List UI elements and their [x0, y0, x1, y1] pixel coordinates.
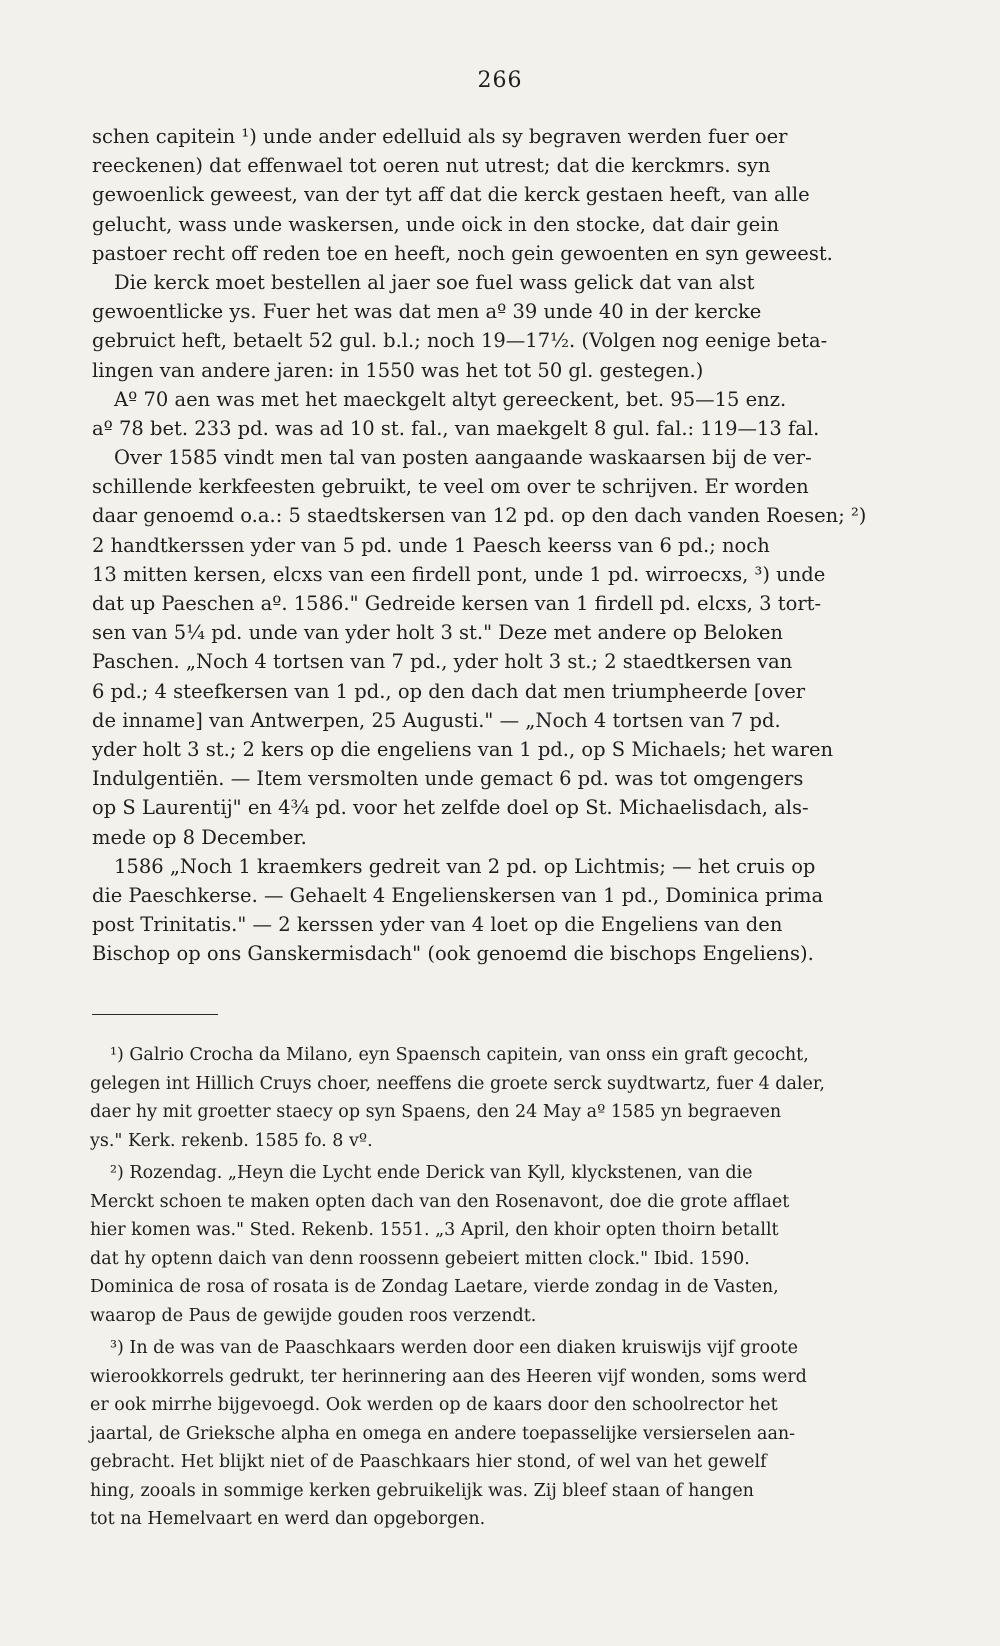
footnotes	[90, 1041, 885, 1534]
text-line: 6 pd.; 4 steefkersen van 1 pd., op den dach dat men triumpheerde [over	[92, 679, 806, 703]
footnote-line: ²) Rozendag. „Heyn die Lycht ende Derick van Kyll, klyckstenen, van die	[110, 1163, 753, 1183]
text-line: lingen van andere jaren: in 1550 was het tot 50 gl. gestegen.)	[92, 358, 704, 382]
text-line: Indulgentiën. — Item versmolten unde gemact 6 pd. was tot omgengers	[92, 767, 804, 791]
footnote-line: daer hy mit groetter staecy op syn Spaens, den 24 May aº 1585 yn begraeven	[90, 1102, 782, 1122]
text-line: gewoentlicke ys. Fuer het was dat men aº 39 unde 40 in der kercke	[92, 300, 762, 324]
footnote-divider	[92, 1014, 218, 1015]
text-line: Over 1585 vindt men tal van posten aangaande waskaarsen bij de ver-	[114, 446, 812, 470]
text-line: daar genoemd o.a.: 5 staedtskersen van 12 pd. op den dach vanden Roesen; ²)	[92, 504, 867, 528]
text-line: de inname] van Antwerpen, 25 Augusti." — „Noch 4 tortsen van 7 pd.	[92, 708, 781, 732]
footnote-line: tot na Hemelvaart en werd dan opgeborgen.	[90, 1509, 486, 1529]
text-line: Die kerck moet bestellen al jaer soe fuel wass gelick dat van alst	[114, 270, 755, 294]
footnote-line: gebracht. Het blijkt niet of de Paaschkaars hier stond, of wel van het gewelf	[90, 1452, 767, 1472]
text-line: gelucht, wass unde waskersen, unde oick in den stocke, dat dair gein	[92, 212, 780, 236]
text-line: Aº 70 aen was met het maeckgelt altyt gereeckent, bet. 95—15 enz.	[114, 387, 787, 411]
text-line: post Trinitatis." — 2 kerssen yder van 4 loet op die Engeliens van den	[92, 913, 783, 937]
text-line: gebruict heft, betaelt 52 gul. b.l.; noch 19—17½. (Volgen nog eenige beta-	[92, 329, 828, 353]
footnote-line: ys." Kerk. rekenb. 1585 fo. 8 vº.	[90, 1130, 373, 1151]
text-line: mede op 8 December.	[92, 825, 307, 849]
text-line: aº 78 bet. 233 pd. was ad 10 st. fal., van maekgelt 8 gul. fal.: 119—13 fal.	[92, 416, 820, 440]
text-line: Paschen. „Noch 4 tortsen van 7 pd., yder holt 3 st.; 2 staedtkersen van	[92, 650, 793, 674]
footnote-line: dat hy optenn daich van denn roossenn gebeiert mitten clock." Ibid. 1590.	[90, 1248, 750, 1269]
text-line: 1586 „Noch 1 kraemkers gedreit van 2 pd. op Lichtmis; — het cruis op	[114, 854, 816, 878]
text-line: 2 handtkerssen yder van 5 pd. unde 1 Paesch keerss van 6 pd.; noch	[92, 533, 770, 557]
footnote-line: hing, zooals in sommige kerken gebruikelijk was. Zij bleef staan of hangen	[90, 1480, 754, 1501]
footnote-2	[90, 1159, 885, 1330]
footnote-line: hier komen was." Sted. Rekenb. 1551. „3 April, den khoir opten thoirn betallt	[90, 1220, 779, 1240]
text-line: op S Laurentij" en 4¾ pd. voor het zelfde doel op St. Michaelisdach, als-	[92, 796, 809, 820]
footnote-3	[90, 1334, 885, 1534]
text-line: sen van 5¼ pd. unde van yder holt 3 st." Deze met andere op Beloken	[92, 621, 783, 645]
main-text	[92, 122, 882, 968]
footnote-line: ³) In de was van de Paaschkaars werden door een diaken kruiswijs vijf groote	[110, 1338, 799, 1358]
text-line: yder holt 3 st.; 2 kers op die engeliens van 1 pd., op S Michaels; het waren	[92, 737, 834, 761]
text-line: gewoenlick geweest, van der tyt aff dat die kerck gestaen heeft, van alle	[92, 183, 810, 207]
footnote-1	[90, 1041, 885, 1155]
text-line: die Paeschkerse. — Gehaelt 4 Engelienskersen van 1 pd., Dominica prima	[92, 883, 824, 907]
text-line: Bischop op ons Ganskermisdach" (ook genoemd die bischops Engeliens).	[92, 942, 814, 966]
text-line: 13 mitten kersen, elcxs van een firdell pont, unde 1 pd. wirroecxs, ³) unde	[92, 562, 826, 586]
text-line: pastoer recht off reden toe en heeft, noch gein gewoenten en syn geweest.	[92, 241, 833, 265]
page-number: 266	[477, 68, 523, 93]
footnote-line: ¹) Galrio Crocha da Milano, eyn Spaensch capitein, van onss ein graft gecocht,	[110, 1045, 809, 1065]
footnote-line: waarop de Paus de gewijde gouden roos verzendt.	[90, 1305, 537, 1326]
text-line: reeckenen) dat effenwael tot oeren nut utrest; dat die kerckmrs. syn	[92, 154, 771, 178]
footnote-line: jaartal, de Grieksche alpha en omega en andere toepasselijke versierselen aan-	[90, 1423, 796, 1444]
footnote-line: Merckt schoen te maken opten dach van den Rosenavont, doe die grote afflaet	[90, 1191, 790, 1212]
footnote-line: er ook mirrhe bijgevoegd. Ook werden op de kaars door den schoolrector het	[90, 1395, 778, 1415]
text-line: dat up Paeschen aº. 1586." Gedreide kersen van 1 firdell pd. elcxs, 3 tort-	[92, 592, 822, 615]
text-line: schillende kerkfeesten gebruikt, te veel om over te schrijven. Er worden	[92, 475, 809, 499]
text-line: schen capitein ¹) unde ander edelluid als sy begraven werden fuer oer	[92, 125, 788, 148]
footnote-line: Dominica de rosa of rosata is de Zondag Laetare, vierde zondag in de Vasten,	[90, 1277, 779, 1297]
footnote-line: gelegen int Hillich Cruys choer, neeffens die groete serck suydtwartz, fuer 4 daler,	[90, 1073, 825, 1094]
footnote-line: wierookkorrels gedrukt, ter herinnering aan des Heeren vijf wonden, soms werd	[90, 1366, 807, 1387]
